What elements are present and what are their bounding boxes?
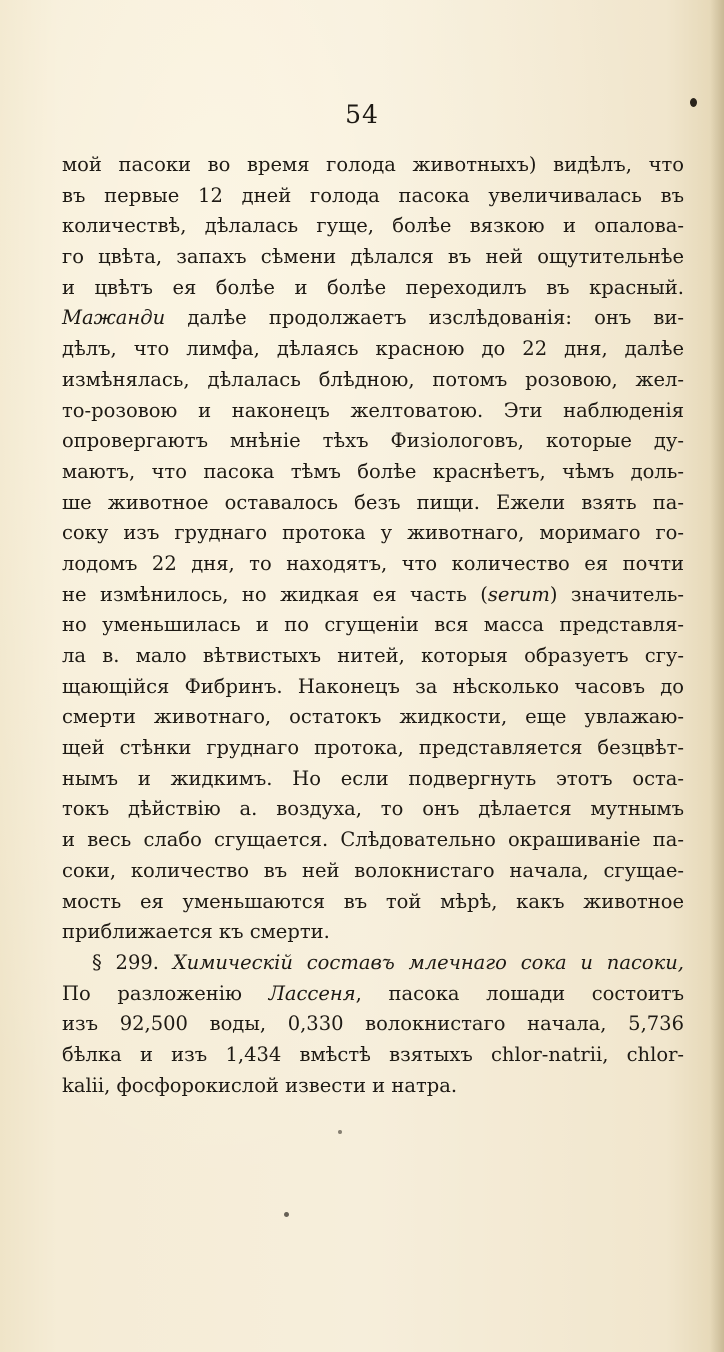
text-line: нымъ и жидкимъ. Но если подвергнуть этотъ оста- [62, 766, 684, 790]
text-line: соку изъ груднаго протока у животнаго, моримаго го- [62, 521, 684, 545]
text-line: но уменьшилась и по сгущеніи вся масса представля- [62, 613, 684, 637]
text-line: мой пасоки во время голода животныхъ) видѣлъ, что [62, 153, 684, 176]
page-number: 54 [345, 100, 379, 129]
text-line: ла в. мало вѣтвистыхъ нитей, которыя образуетъ сгу- [62, 644, 684, 667]
text-line: щающійся Фибринъ. Наконецъ за нѣсколько часовъ до [62, 674, 684, 698]
text-line: измѣнялась, дѣлалась блѣдною, потомъ розовою, жел- [62, 367, 684, 391]
page-text [62, 150, 684, 1101]
text-line: маютъ, что пасока тѣмъ болѣе краснѣетъ, чѣмъ доль- [62, 459, 684, 483]
text-line: и цвѣтъ ея болѣе и болѣе переходилъ въ красный. [62, 275, 684, 299]
text-line: ше животное оставалось безъ пищи. Ежели взять па- [62, 490, 684, 514]
section-line: изъ 92,500 воды, 0,330 волокнистаго начала, 5,736 [62, 1012, 684, 1036]
text-line: и весь слабо сгущается. Слѣдовательно окрашиваніе па- [62, 828, 684, 852]
page-edge-shadow [710, 0, 724, 1352]
text-line: не измѣнилось, но жидкая ея часть (serum) значитель- [62, 582, 684, 606]
text-line: дѣлъ, что лимфа, дѣлаясь красною до 22 дня, далѣе [62, 337, 684, 361]
section-heading: Химическій составъ млечнаго сока и пасоки, [172, 950, 685, 974]
text-line: смерти животнаго, остатокъ жидкости, еще увлажаю- [62, 705, 684, 729]
text-line: лодомъ 22 дня, то находятъ, что количество ея почти [62, 551, 684, 575]
text-line: въ первые 12 дней голода пасока увеличивалась въ [62, 183, 684, 207]
section-heading-line [62, 948, 684, 979]
ink-speck [690, 98, 697, 107]
text-line: соки, количество въ ней волокнистаго начала, сгущае- [62, 858, 684, 882]
text-line: то-розовою и наконецъ желтоватою. Эти наблюденія [62, 398, 684, 422]
section-marker: § 299. [92, 950, 159, 974]
section-line: По разложенію Лассеня, пасока лошади состоитъ [62, 981, 685, 1005]
text-line: опровергаютъ мнѣніе тѣхъ Физіологовъ, которые ду- [62, 429, 684, 453]
text-line: токъ дѣйствію а. воздуха, то онъ дѣлается мутнымъ [62, 797, 684, 821]
ink-speck [284, 1212, 289, 1217]
text-line: го цвѣта, запахъ сѣмени дѣлался въ ней ощутительнѣе [62, 245, 684, 269]
text-line: Мажанди далѣе продолжаетъ изслѣдованія: онъ ви- [62, 306, 684, 330]
section-line: бѣлка и изъ 1,434 вмѣстѣ взятыхъ chlor-natrii, chlor- [62, 1042, 684, 1066]
text-line: щей стѣнки груднаго протока, представляется безцвѣт- [62, 736, 684, 760]
section-line: kalii, фосфорокислой извести и натра. [62, 1073, 458, 1097]
text-line: приближается къ смерти. [62, 920, 330, 944]
text-line: количествѣ, дѣлалась гуще, болѣе вязкою и опалова- [62, 214, 684, 238]
text-line: мость ея уменьшаются въ той мѣрѣ, какъ животное [62, 889, 684, 913]
ink-speck [338, 1130, 342, 1134]
